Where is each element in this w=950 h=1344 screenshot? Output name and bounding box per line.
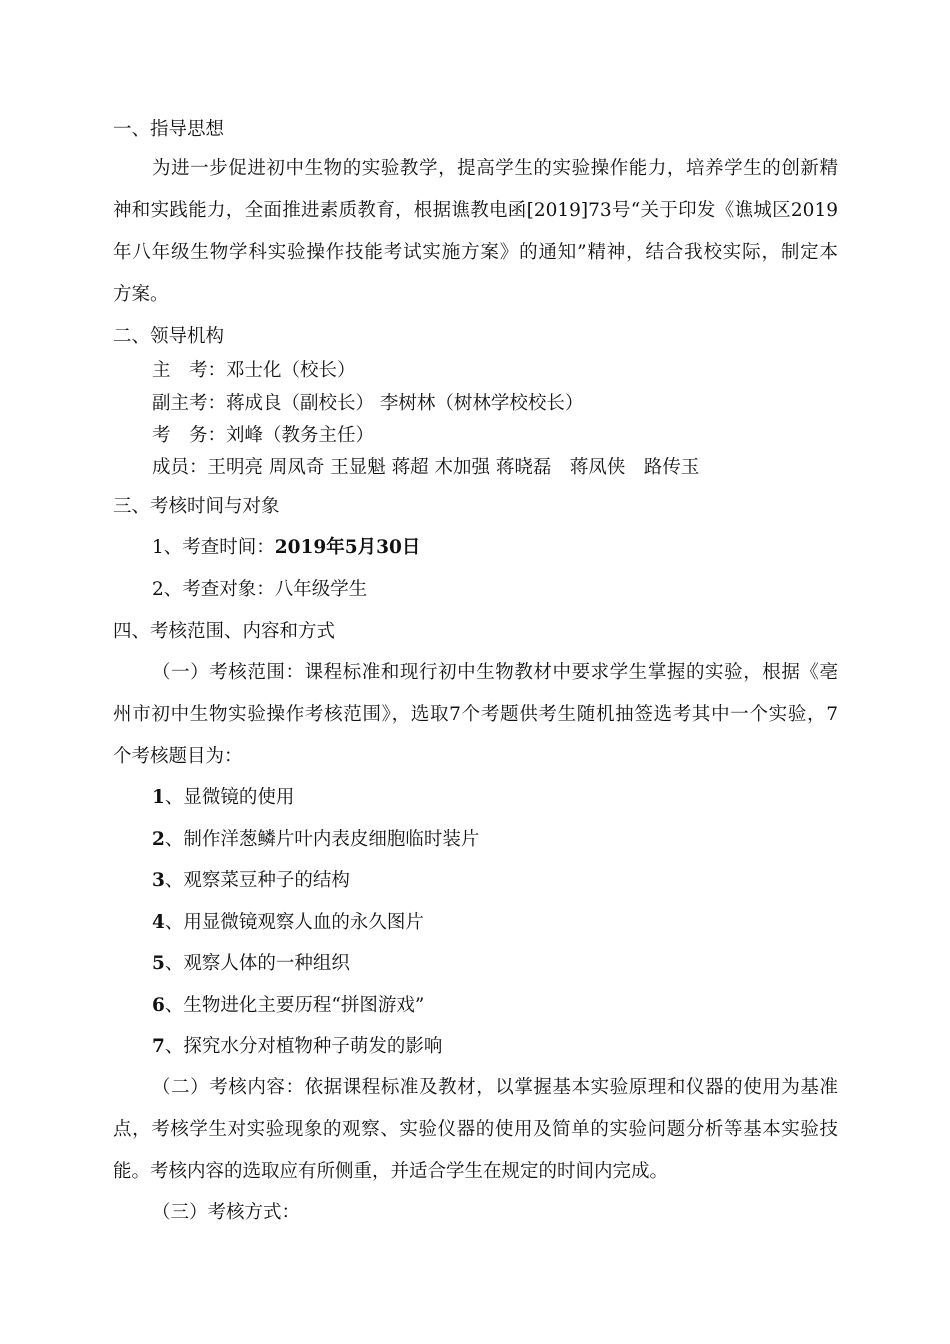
exam-object: 2、考查对象：八年级学生 bbox=[152, 579, 368, 600]
exam-item-text: 、探究水分对植物种子萌发的影响 bbox=[164, 1036, 443, 1057]
exam-time bbox=[152, 536, 420, 560]
section-heading-leadership: 二、领导机构 bbox=[113, 326, 225, 347]
exam-item bbox=[152, 828, 479, 852]
scope-line: （一）考核范围：课程标准和现行初中生物教材中要求学生掌握的实验，根据《亳 bbox=[152, 662, 838, 683]
paragraph-line: 方案。 bbox=[113, 284, 169, 305]
exam-item-text: 、生物进化主要历程“拼图游戏” bbox=[164, 995, 425, 1016]
exam-method-heading: （三）考核方式： bbox=[152, 1202, 301, 1223]
exam-item-text: 、用显微镜观察人血的永久图片 bbox=[164, 912, 424, 933]
paragraph-line: 神和实践能力，全面推进素质教育，根据谯教电函[2019]73号“关于印发《谯城区2019 bbox=[113, 200, 838, 221]
paragraph-line: 为进一步促进初中生物的实验教学，提高学生的实验操作能力，培养学生的创新精 bbox=[152, 158, 838, 179]
content-line: （二）考核内容：依据课程标准及教材，以掌握基本实验原理和仪器的使用为基准 bbox=[152, 1077, 838, 1098]
exam-time-value: 2019年5月30日 bbox=[274, 537, 421, 558]
exam-item-number: 7 bbox=[152, 1036, 165, 1057]
exam-item-number: 6 bbox=[152, 995, 165, 1016]
section-heading-time-and-object: 三、考核时间与对象 bbox=[113, 496, 280, 517]
content-line: 能。考核内容的选取应有所侧重，并适合学生在规定的时间内完成。 bbox=[113, 1161, 669, 1182]
exam-item-number: 1 bbox=[152, 787, 165, 808]
exam-item bbox=[152, 786, 294, 810]
members: 成员：王明亮 周凤奇 王显魁 蒋超 木加强 蒋晓磊 蒋凤侠 路传玉 bbox=[152, 457, 700, 478]
scope-line: 州市初中生物实验操作考核范围》，选取7个考题供考生随机抽签选考其中一个实验，7 bbox=[113, 704, 838, 725]
exam-item bbox=[152, 994, 424, 1018]
exam-time-label: 1、考查时间： bbox=[152, 537, 275, 558]
exam-item-text: 、观察人体的一种组织 bbox=[164, 953, 350, 974]
exam-item-number: 2 bbox=[152, 829, 165, 850]
section-heading-guiding-ideology: 一、指导思想 bbox=[113, 119, 225, 140]
exam-item bbox=[152, 911, 424, 935]
content-line: 点，考核学生对实验现象的观察、实验仪器的使用及简单的实验问题分析等基本实验技 bbox=[113, 1119, 838, 1140]
scope-line: 个考核题目为： bbox=[113, 746, 243, 767]
deputy-examiner: 副主考：蒋成良（副校长） 李树林（树林学校校长） bbox=[152, 393, 584, 414]
exam-item-number: 4 bbox=[152, 912, 165, 933]
exam-item-text: 、观察菜豆种子的结构 bbox=[164, 870, 350, 891]
exam-item-text: 、显微镜的使用 bbox=[164, 787, 295, 808]
paragraph-line: 年八年级生物学科实验操作技能考试实施方案》的通知”精神，结合我校实际，制定本 bbox=[113, 242, 838, 263]
exam-item-number: 3 bbox=[152, 870, 165, 891]
exam-item bbox=[152, 952, 350, 976]
exam-item bbox=[152, 869, 350, 893]
section-heading-scope-content-method: 四、考核范围、内容和方式 bbox=[113, 621, 336, 642]
exam-affairs: 考 务：刘峰（教务主任） bbox=[152, 425, 375, 446]
chief-examiner: 主 考：邓士化（校长） bbox=[152, 360, 356, 381]
exam-item bbox=[152, 1035, 442, 1059]
exam-item-text: 、制作洋葱鳞片叶内表皮细胞临时装片 bbox=[164, 829, 480, 850]
exam-item-number: 5 bbox=[152, 953, 165, 974]
